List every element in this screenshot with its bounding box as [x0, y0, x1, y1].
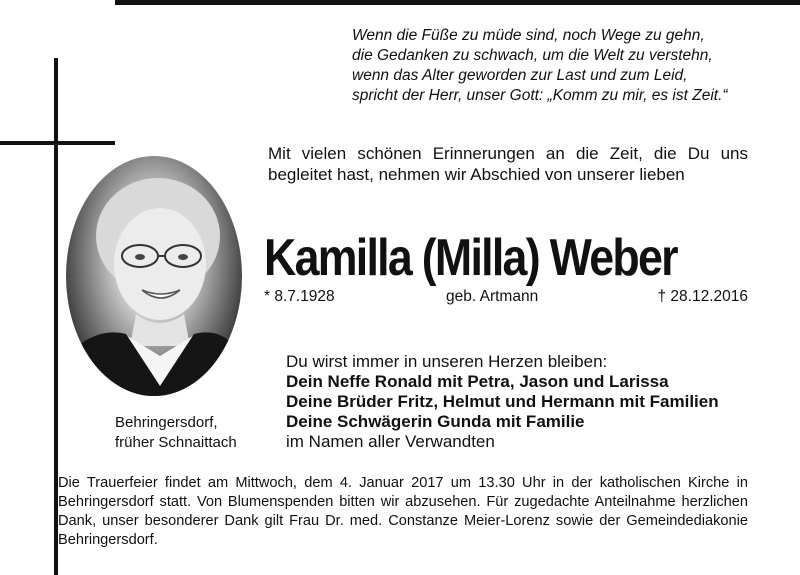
family-block [286, 352, 719, 452]
mourner-line: Deine Schwägerin Gunda mit Familie [286, 412, 585, 431]
family-lead: Du wirst immer in unseren Herzen bleiben: [286, 352, 608, 371]
portrait-photo [66, 156, 242, 396]
poem-line: Wenn die Füße zu müde sind, noch Wege zu gehn, [352, 27, 705, 44]
birth-date: * 8.7.1928 [264, 288, 335, 305]
mourner-line: Dein Neffe Ronald mit Petra, Jason und Larissa [286, 372, 669, 391]
place-of-residence [115, 413, 237, 453]
deceased-name: Kamilla (Milla) Weber [264, 229, 677, 287]
place-line: früher Schnaittach [115, 434, 237, 451]
maiden-name: geb. Artmann [446, 288, 539, 305]
intro-text: Mit vielen schönen Erinnerungen an die Zeit, die Du uns begleitet hast, nehmen wir Abschied von unserer lieben [268, 144, 748, 184]
poem-line: wenn das Alter geworden zur Last und zum Leid, [352, 67, 688, 84]
funeral-notice: Die Trauerfeier findet am Mittwoch, dem 4. Januar 2017 um 13.30 Uhr in der katholischen Kirche in Behringersdorf statt. Von Blumenspenden bitten wir abzusehen. Für zugedachte Anteilnahme herzlichen Dank, unser besonderer Dank gilt Frau Dr. med. Constanze Meier-Lorenz sowie der Gemeindediakonie Behringersdorf. [58, 475, 748, 548]
mourner-line: Deine Brüder Fritz, Helmut und Hermann mit Familien [286, 392, 719, 411]
poem-line: die Gedanken zu schwach, um die Welt zu verstehn, [352, 47, 713, 64]
death-date: † 28.12.2016 [657, 288, 748, 305]
family-closing: im Namen aller Verwandten [286, 432, 495, 451]
portrait-illustration [66, 156, 242, 396]
poem [352, 26, 728, 106]
place-line: Behringersdorf, [115, 414, 218, 431]
poem-line: spricht der Herr, unser Gott: „Komm zu mir, es ist Zeit.“ [352, 87, 728, 104]
cross-horizontal-bar [0, 141, 115, 145]
top-rule [115, 0, 800, 5]
